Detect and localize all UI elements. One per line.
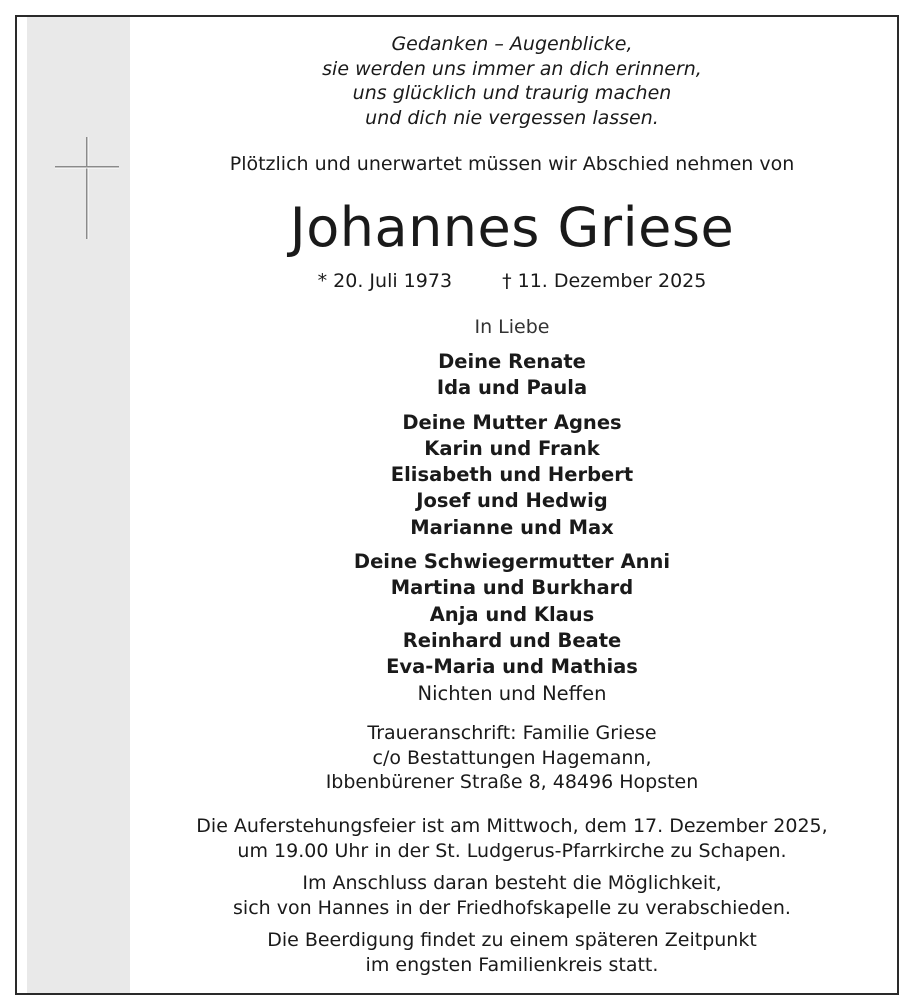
mourner-line: Deine Schwiegermutter Anni	[353, 550, 671, 574]
poem-line: und dich nie vergessen lassen.	[365, 106, 659, 129]
mourner-line: Nichten und Neffen	[417, 681, 607, 705]
mourner-line: Marianne und Max	[410, 515, 614, 539]
ceremony-line: um 19.00 Uhr in der St. Ludgerus-Pfarrkirche zu Schapen.	[237, 839, 787, 862]
ceremony-line: Die Auferstehungsfeier ist am Mittwoch, dem 17. Dezember 2025,	[196, 815, 828, 837]
poem-line: Gedanken – Augenblicke,	[391, 33, 633, 55]
mourner-line: Martina und Burkhard	[390, 576, 634, 600]
mourner-line: Deine Mutter Agnes	[402, 410, 622, 434]
birth-date: * 20. Juli 1973	[317, 270, 453, 292]
life-dates	[137, 269, 887, 293]
mourner-group	[137, 349, 887, 402]
mourner-line: Karin und Frank	[424, 436, 600, 460]
mourners-list	[137, 349, 887, 715]
mourner-line: Elisabeth und Herbert	[390, 463, 634, 487]
mourner-line: Eva-Maria und Mathias	[386, 655, 638, 679]
ceremony-line: im engsten Familienkreis statt.	[365, 953, 659, 976]
mourning-address	[137, 721, 887, 795]
ceremony-line: Im Anschluss daran besteht die Möglichkeit,	[302, 872, 722, 894]
mourner-line: Deine Renate	[438, 350, 586, 373]
obituary-notice	[15, 15, 899, 995]
mourner-group	[137, 549, 887, 707]
side-band	[27, 17, 130, 993]
ceremony-paragraph	[137, 928, 887, 977]
mourner-group	[137, 410, 887, 541]
in-love-label: In Liebe	[474, 316, 550, 338]
poem	[137, 32, 887, 130]
mourner-line: Anja und Klaus	[429, 602, 595, 626]
ceremony-paragraph	[137, 814, 887, 863]
address-line: c/o Bestattungen Hagemann,	[372, 746, 652, 769]
intro-text: Plötzlich und unerwartet müssen wir Abschied nehmen von	[229, 153, 795, 175]
mourner-line: Ida und Paula	[436, 376, 588, 400]
mourner-line: Reinhard und Beate	[402, 628, 622, 652]
ceremony-info	[137, 814, 887, 985]
poem-line: sie werden uns immer an dich erinnern,	[322, 57, 702, 80]
deceased-name: Johannes Griese	[289, 196, 735, 259]
ceremony-line: sich von Hannes in der Friedhofskapelle zu verabschieden.	[233, 896, 791, 919]
address-line: Traueranschrift: Familie Griese	[367, 722, 657, 744]
death-date: † 11. Dezember 2025	[502, 270, 707, 292]
poem-line: uns glücklich und traurig machen	[352, 82, 672, 104]
ceremony-paragraph	[137, 871, 887, 920]
ceremony-line: Die Beerdigung findet zu einem späteren Zeitpunkt	[267, 929, 757, 951]
cross-icon	[53, 135, 123, 245]
mourner-line: Josef und Hedwig	[416, 489, 608, 513]
address-line: Ibbenbürener Straße 8, 48496 Hopsten	[325, 771, 699, 793]
